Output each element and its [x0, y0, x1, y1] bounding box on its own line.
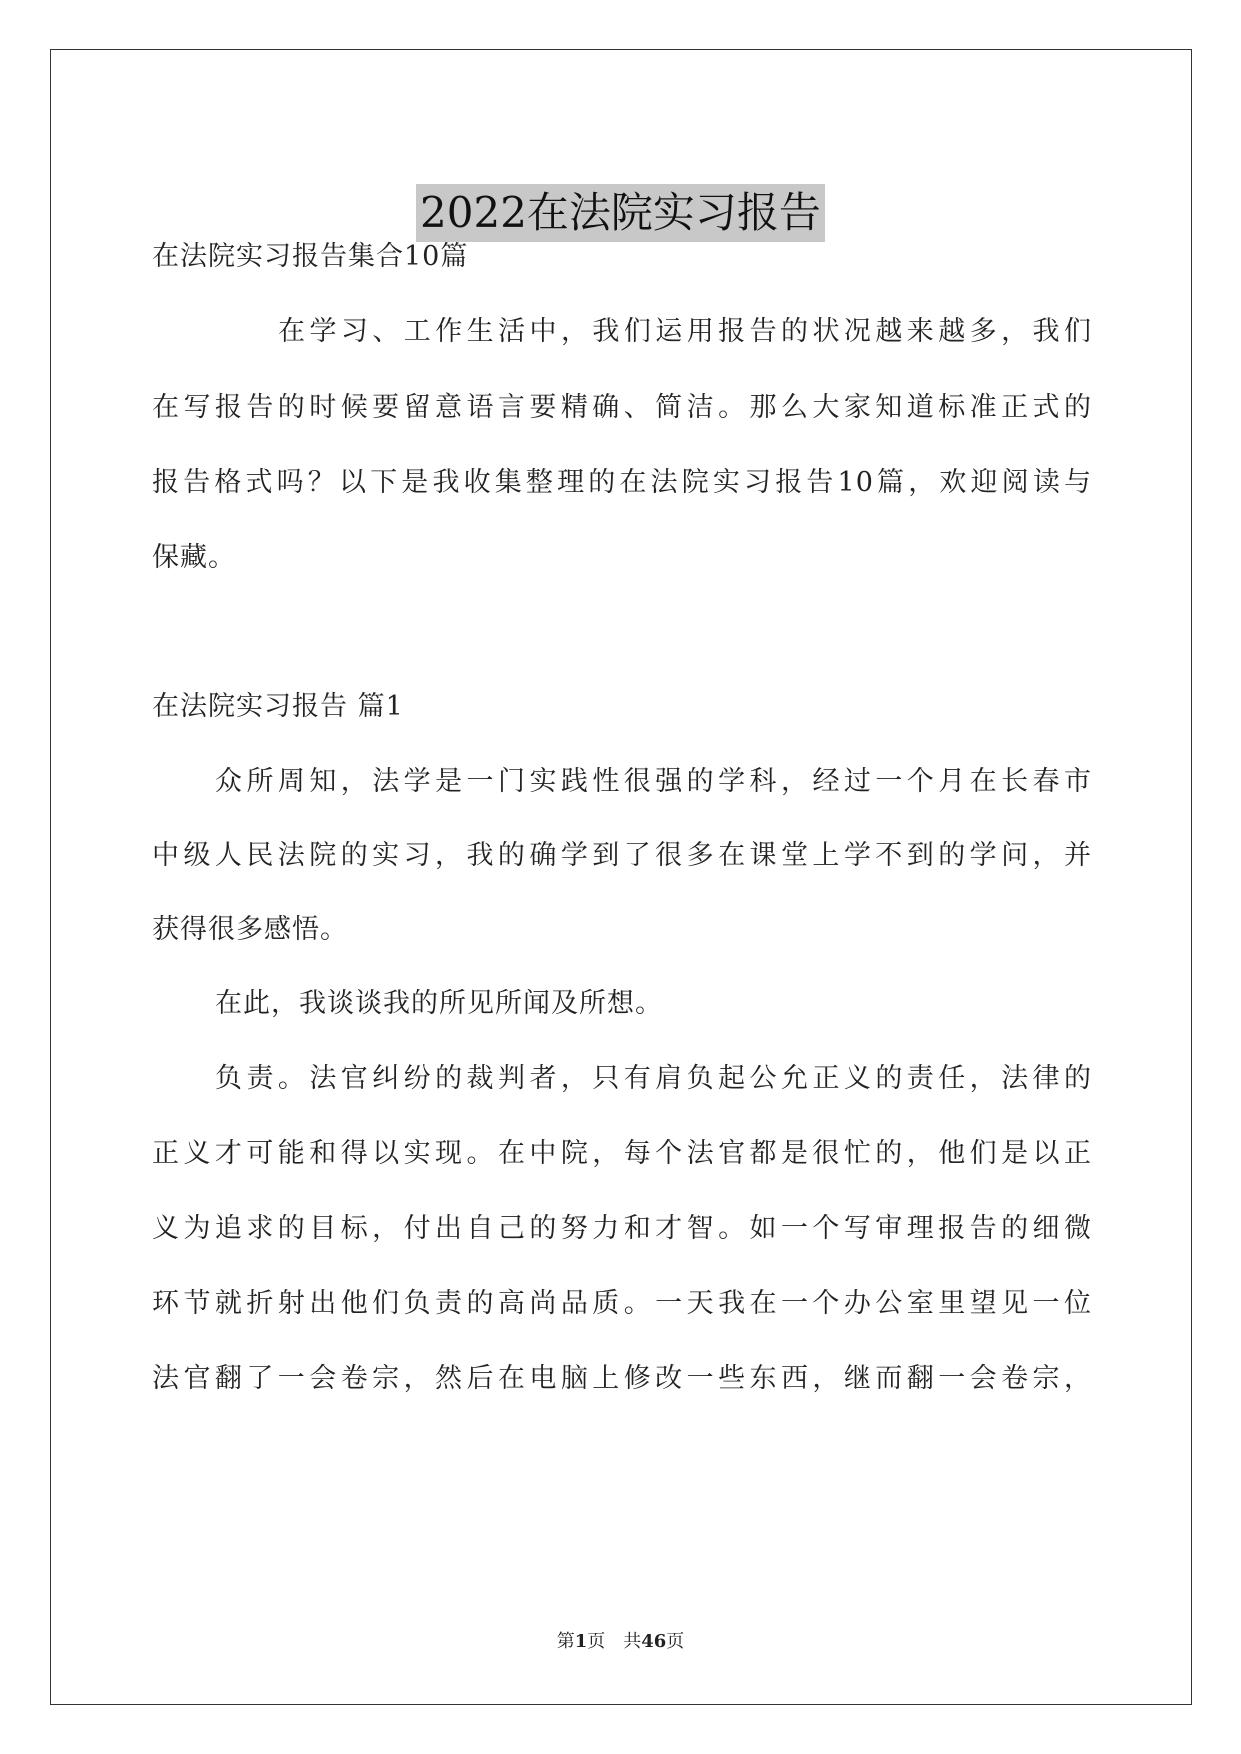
footer-suffix: 页	[666, 1631, 685, 1652]
document-subtitle: 在法院实习报告集合10篇	[152, 241, 469, 272]
intro-line-4: 保藏。	[152, 542, 236, 573]
body-line-9: 法官翻了一会卷宗，然后在电脑上修改一些东西，继而翻一会卷宗，	[152, 1363, 1092, 1394]
body-line-1: 众所周知，法学是一门实践性很强的学科，经过一个月在长春市	[215, 766, 1092, 797]
body-line-8: 环节就折射出他们负责的高尚品质。一天我在一个办公室里望见一位	[152, 1288, 1092, 1319]
intro-line-2: 在写报告的时候要留意语言要精确、简洁。那么大家知道标准正式的	[152, 392, 1092, 423]
intro-line-3: 报告格式吗？以下是我收集整理的在法院实习报告10篇，欢迎阅读与	[152, 467, 1092, 498]
body-line-3: 获得很多感悟。	[152, 914, 348, 945]
page-border	[50, 49, 1192, 1705]
body-line-4: 在此，我谈谈我的所见所闻及所想。	[215, 988, 663, 1019]
footer-mid: 页 共	[587, 1631, 642, 1652]
footer-page-number: 1	[574, 1631, 588, 1652]
footer-prefix: 第	[556, 1631, 575, 1652]
body-line-5: 负责。法官纠纷的裁判者，只有肩负起公允正义的责任，法律的	[215, 1063, 1092, 1094]
body-line-6: 正义才可能和得以实现。在中院，每个法官都是很忙的，他们是以正	[152, 1138, 1092, 1169]
footer-total-pages: 46	[641, 1631, 667, 1652]
document-title: 2022在法院实习报告	[416, 184, 825, 242]
section-heading: 在法院实习报告 篇1	[152, 691, 404, 722]
body-line-7: 义为追求的目标，付出自己的努力和才智。如一个写审理报告的细微	[152, 1213, 1092, 1244]
page-footer	[0, 1630, 1241, 1654]
intro-line-1: 在学习、工作生活中，我们运用报告的状况越来越多，我们	[278, 316, 1092, 347]
body-line-2: 中级人民法院的实习，我的确学到了很多在课堂上学不到的学问，并	[152, 840, 1092, 871]
